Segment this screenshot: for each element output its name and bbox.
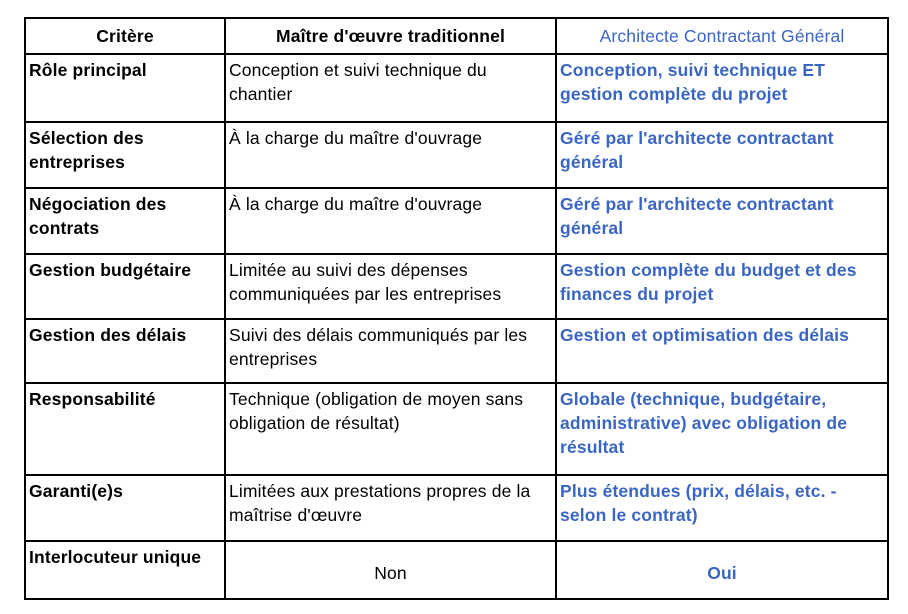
table-header-row bbox=[25, 18, 888, 54]
acg-cell: Géré par l'architecte contractant général bbox=[556, 188, 888, 254]
traditionnel-cell: À la charge du maître d'ouvrage bbox=[225, 188, 556, 254]
traditionnel-cell: Technique (obligation de moyen sans obligation de résultat) bbox=[225, 383, 556, 476]
critere-cell: Garanti(e)s bbox=[25, 475, 225, 541]
acg-cell: Globale (technique, budgétaire, administrative) avec obligation de résultat bbox=[556, 383, 888, 476]
header-critere: Critère bbox=[25, 18, 225, 54]
header-architecte-contractant-general: Architecte Contractant Général bbox=[556, 18, 888, 54]
table-row bbox=[25, 54, 888, 122]
acg-cell: Oui bbox=[556, 541, 888, 599]
traditionnel-cell: À la charge du maître d'ouvrage bbox=[225, 122, 556, 188]
critere-cell: Négociation des contrats bbox=[25, 188, 225, 254]
critere-cell: Responsabilité bbox=[25, 383, 225, 476]
traditionnel-cell: Non bbox=[225, 541, 556, 599]
traditionnel-cell: Suivi des délais communiqués par les entreprises bbox=[225, 319, 556, 383]
critere-cell: Gestion des délais bbox=[25, 319, 225, 383]
traditionnel-cell: Conception et suivi technique du chantier bbox=[225, 54, 556, 122]
critere-cell: Interlocuteur unique bbox=[25, 541, 225, 599]
table-row bbox=[25, 319, 888, 383]
header-maitre-oeuvre-traditionnel: Maître d'œuvre traditionnel bbox=[225, 18, 556, 54]
acg-cell: Plus étendues (prix, délais, etc. - selon le contrat) bbox=[556, 475, 888, 541]
traditionnel-cell: Limitée au suivi des dépenses communiquées par les entreprises bbox=[225, 254, 556, 319]
critere-cell: Rôle principal bbox=[25, 54, 225, 122]
acg-cell: Conception, suivi technique ET gestion complète du projet bbox=[556, 54, 888, 122]
table-row bbox=[25, 188, 888, 254]
acg-cell: Gestion complète du budget et des finances du projet bbox=[556, 254, 888, 319]
table-row bbox=[25, 475, 888, 541]
critere-cell: Gestion budgétaire bbox=[25, 254, 225, 319]
table-row bbox=[25, 254, 888, 319]
comparison-table bbox=[24, 17, 889, 600]
table-row bbox=[25, 383, 888, 476]
critere-cell: Sélection des entreprises bbox=[25, 122, 225, 188]
table-row bbox=[25, 541, 888, 599]
comparison-table-container bbox=[24, 17, 887, 600]
table-row bbox=[25, 122, 888, 188]
acg-cell: Géré par l'architecte contractant général bbox=[556, 122, 888, 188]
traditionnel-cell: Limitées aux prestations propres de la maîtrise d'œuvre bbox=[225, 475, 556, 541]
acg-cell: Gestion et optimisation des délais bbox=[556, 319, 888, 383]
